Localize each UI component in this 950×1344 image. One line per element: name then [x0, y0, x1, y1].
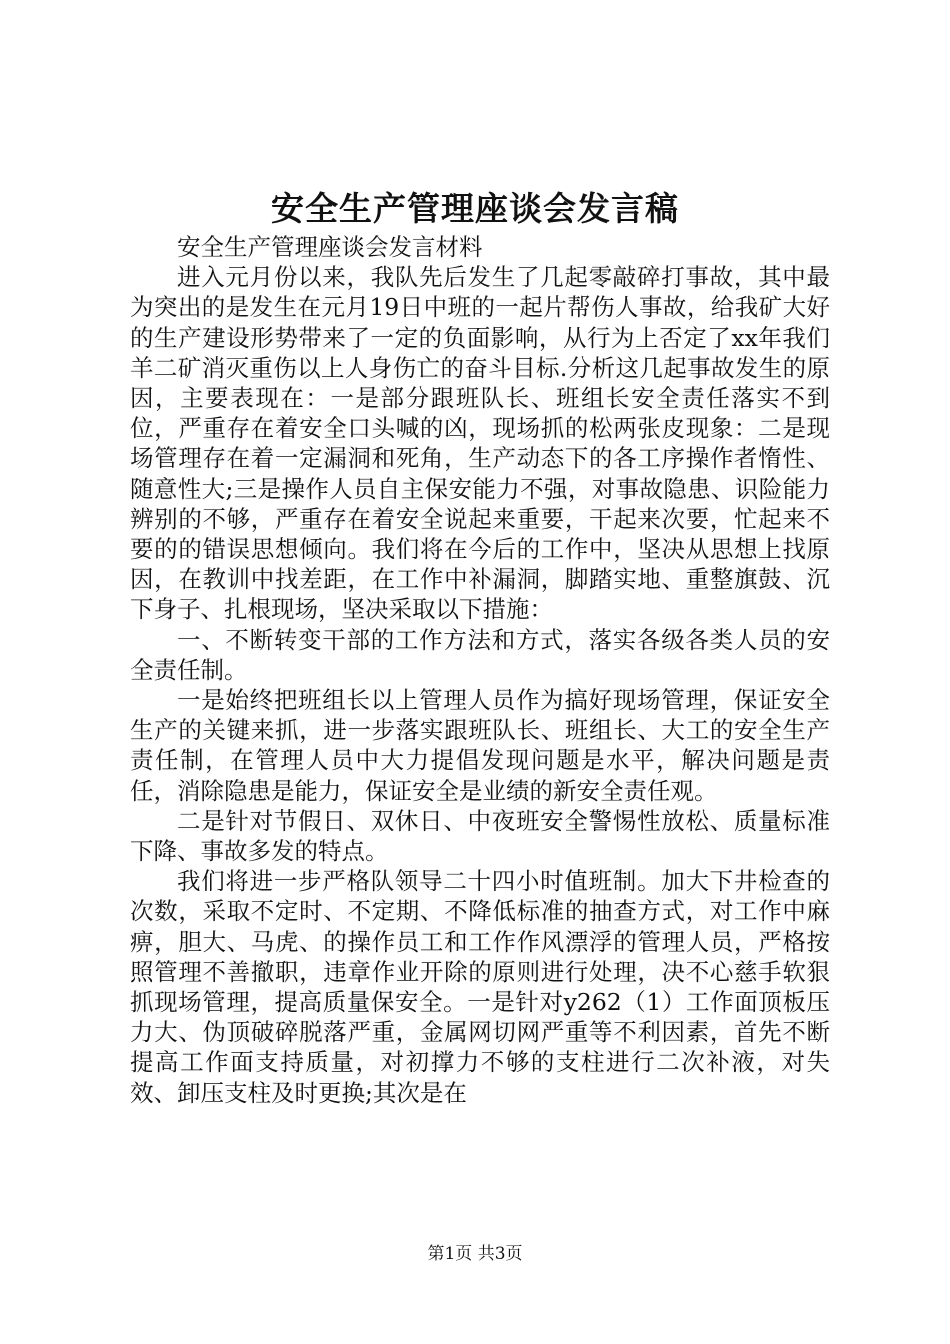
paragraph-point-one: 一是始终把班组长以上管理人员作为搞好现场管理，保证安全生产的关键来抓，进一步落实跟班队长、班组长、大工的安全生产责任制，在管理人员中大力提倡发现问题是水平，解决问题是责任，消除隐患是能力，保证安全是业绩的新安全责任观。 [130, 686, 830, 805]
paragraph-duty-system: 我们将进一步严格队领导二十四小时值班制。加大下井检查的次数，采取不定时、不定期、不降低标准的抽查方式，对工作中麻痹，胆大、马虎、的操作员工和工作作风漂浮的管理人员，严格按照管理不善撤职，违章作业开除的原则进行处理，决不心慈手软狠抓现场管理，提高质量保安全。一是针对y262（1）工作面顶板压力大、伪顶破碎脱落严重，金属网切网严重等不利因素，首先不断提高工作面支持质量，对初撑力不够的支柱进行二次补液，对失效、卸压支柱及时更换;其次是在 [130, 867, 830, 1107]
paragraph-intro: 进入元月份以来，我队先后发生了几起零敲碎打事故，其中最为突出的是发生在元月19日中班的一起片帮伤人事故，给我矿大好的生产建设形势带来了一定的负面影响，从行为上否定了xx年我们羊二矿消灭重伤以上人身伤亡的奋斗目标.分析这几起事故发生的原因，主要表现在：一是部分跟班队长、班组长安全责任落实不到位，严重存在着安全口头喊的凶，现场抓的松两张皮现象：二是现场管理存在着一定漏洞和死角，生产动态下的各工序操作者惰性、随意性大;三是操作人员自主保安能力不强，对事故隐患、识险能力辨别的不够，严重存在着安全说起来重要，干起来次要，忙起来不要的的错误思想倾向。我们将在今后的工作中，坚决从思想上找原因，在教训中找差距，在工作中补漏洞，脚踏实地、重整旗鼓、沉下身子、扎根现场，坚决采取以下措施： [130, 263, 830, 624]
document-body [130, 232, 830, 1108]
paragraph-point-two: 二是针对节假日、双休日、中夜班安全警惕性放松、质量标准下降、事故多发的特点。 [130, 806, 830, 866]
page-footer: 第1页 共3页 [427, 1244, 523, 1264]
document-title: 安全生产管理座谈会发言稿 [271, 189, 679, 228]
paragraph-subtitle: 安全生产管理座谈会发言材料 [177, 233, 483, 261]
paragraph-measure-one: 一、不断转变干部的工作方法和方式，落实各级各类人员的安全责任制。 [130, 625, 830, 684]
